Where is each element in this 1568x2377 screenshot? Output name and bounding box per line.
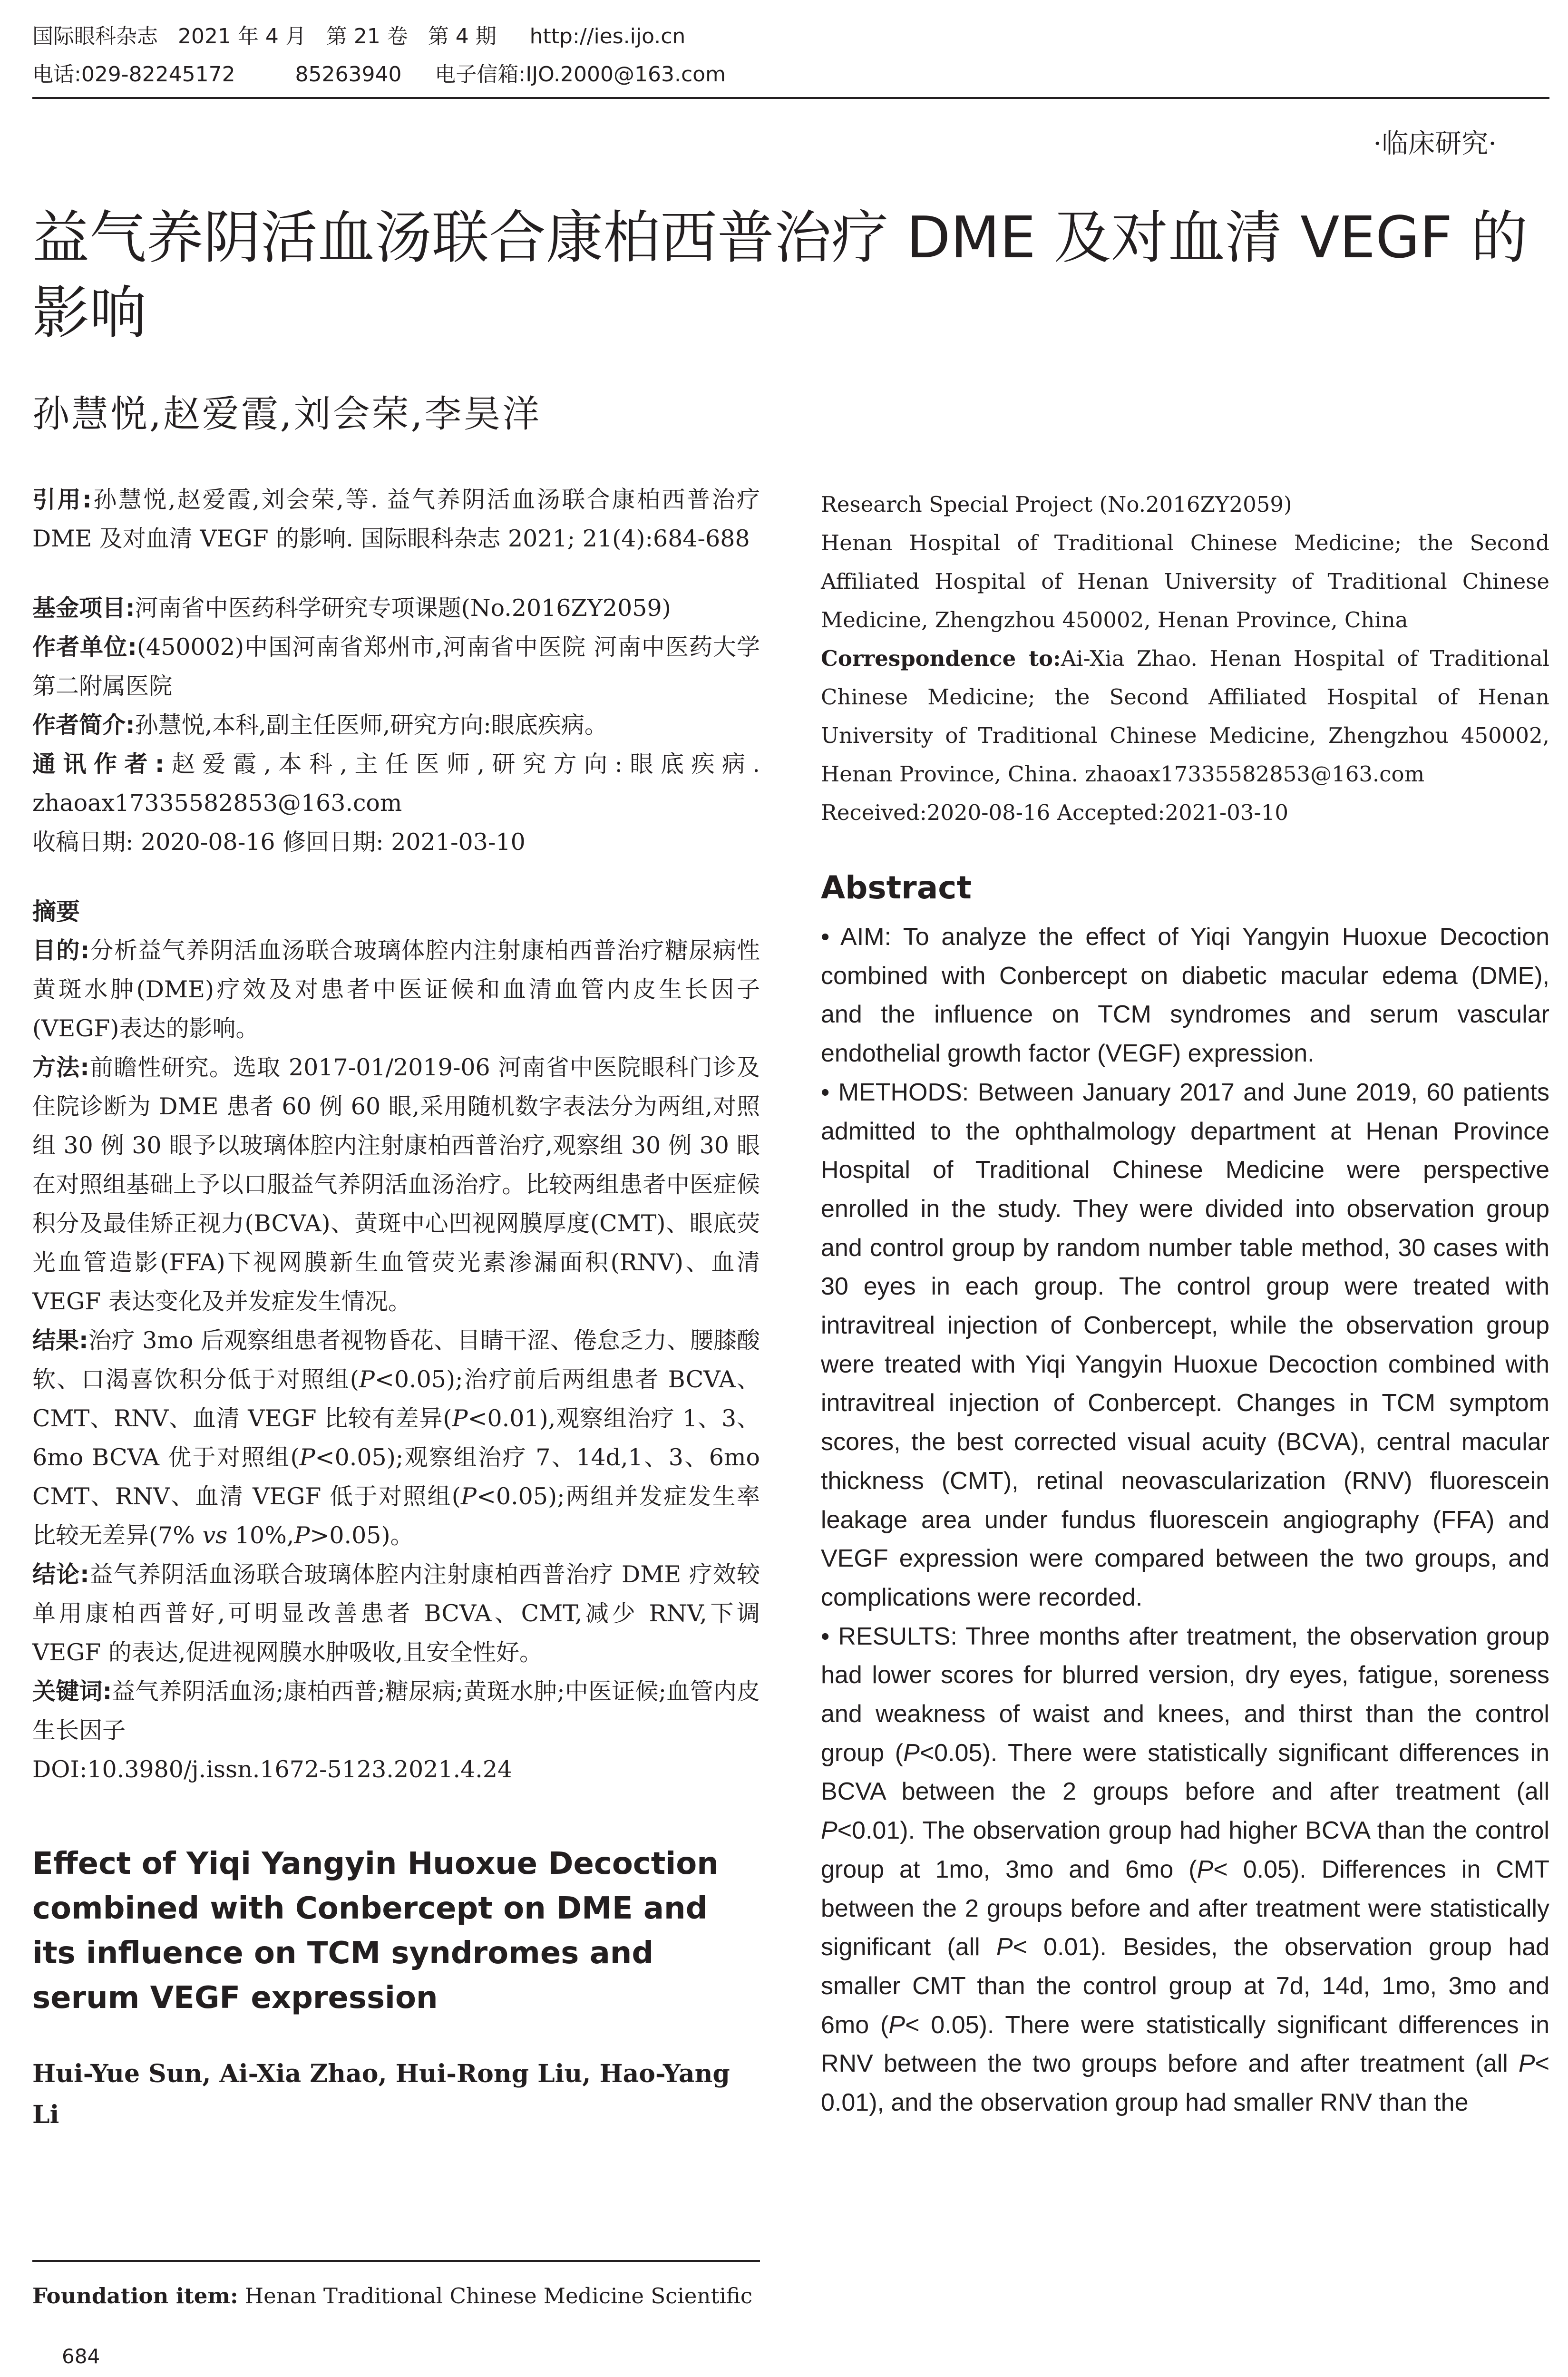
citation-label: 引用: (32, 486, 92, 513)
result-cn-text-7: >0.05)。 (310, 1522, 414, 1549)
abstract-en (821, 918, 1549, 2123)
fund-label: 基金项目: (32, 594, 135, 622)
journal-header-line2: 电话:029-82245172 85263940 电子信箱:IJO.2000@163.com (32, 62, 726, 87)
p-symbol: P (996, 1933, 1013, 1961)
aim-cn (32, 931, 760, 1048)
left-column (32, 480, 760, 2135)
method-cn-text: 前瞻性研究。选取 2017-01/2019-06 河南省中医院眼科门诊及住院诊断为 DME 患者 60 例 60 眼,采用随机数字表法分为两组,对照组 30 例 30 眼予以玻璃体腔内注射康柏西普治疗,观察组 30 例 30 眼在对照组基础上予以口服益气养阴活血汤治疗。比较两组患者中医症候积分及最佳矫正视力(BCVA)、黄斑中心凹视网膜厚度(CMT)、眼底荧光血管造影(FFA)下视网膜新生血管荧光素渗漏面积(RNV)、血清 VEGF 表达变化及并发症发生情况。 (32, 1054, 760, 1315)
result-cn-text-1: 治疗 3mo 后观察组患者视物昏花、目睛干涩、倦怠乏力、腰膝酸软、口渴喜饮积分低于对照组( (32, 1327, 760, 1393)
result-cn-text-4: <0.05);观察组治疗 7、14d,1、3、6mo CMT、RNV、血清 VEGF 低于对照组( (32, 1444, 760, 1510)
results-en-text-7: < 0.01), and the observation group had smaller RNV than the (821, 2050, 1549, 2117)
corr-label: 通讯作者: (32, 750, 165, 778)
citation (32, 480, 760, 558)
methods-en-label: • METHODS: (821, 1078, 969, 1106)
foundation-text: Henan Traditional Chinese Medicine Scientific (244, 2283, 753, 2309)
results-en-text-1: Three months after treatment, the observation group had lower scores for blurred version, dry eyes, fatigue, soreness and weakness of waist and knees, and thirst than the control group ( (821, 1622, 1549, 1767)
aim-cn-label: 目的: (32, 937, 90, 964)
received-dates: Received:2020-08-16 Accepted:2021-03-10 (821, 800, 1288, 825)
vs-symbol: vs (202, 1522, 228, 1549)
kw-label: 关键词: (32, 1678, 112, 1705)
results-en-text-3: <0.01). The observation group had higher BCVA than the control group at 1mo, 3mo and 6mo ( (821, 1817, 1549, 1883)
authors-cn: 孙慧悦,赵爱霞,刘会荣,李昊洋 (32, 393, 542, 436)
dates-info: 收稿日期: 2020-08-16 修回日期: 2021-03-10 (32, 828, 526, 856)
correspondence-text: Ai-Xia Zhao. Henan Hospital of Traditional Chinese Medicine; the Second Affiliated Hospital of Henan University of Traditional Chinese Medicine, Zhengzhou 450002, Henan Province, China. zhaoax17335582853@163.com (821, 646, 1549, 787)
aim-en (821, 918, 1549, 1073)
fund-text: 河南省中医药科学研究专项课题(No.2016ZY2059) (135, 594, 671, 622)
doi: DOI:10.3980/j.issn.1672-5123.2021.4.24 (32, 1756, 513, 1783)
p-symbol: P (294, 1522, 310, 1549)
result-cn-text-2: <0.05);治疗前后两组患者 BCVA、CMT、RNV、血清 VEGF 比较有差异( (32, 1366, 760, 1432)
p-symbol: P (888, 2011, 906, 2039)
keywords-cn (32, 1672, 760, 1750)
correspondence-en (821, 639, 1549, 793)
p-symbol: P (359, 1366, 375, 1393)
results-en-text-2: <0.05). There were statistically significant differences in BCVA between the 2 groups before and after treatment (all (821, 1739, 1549, 1806)
result-cn (32, 1321, 760, 1555)
p-symbol: P (903, 1739, 920, 1767)
aim-en-text: To analyze the effect of Yiqi Yangyin Huoxue Decoction combined with Conbercept on diabetic macular edema (DME), and the influence on TCM syndromes and serum vascular endothelial growth factor (VEGF) expression. (821, 923, 1549, 1068)
results-en-text-4: < 0.05). Differences in CMT between the 2 groups before and after treatment were statistically significant (all (821, 1855, 1549, 1961)
correspondence-label: Correspondence to: (821, 646, 1061, 671)
abstract-cn-head: 摘要 (32, 898, 80, 925)
header-rule (32, 97, 1549, 99)
result-cn-text-6: 10%, (227, 1522, 294, 1549)
conclusion-cn (32, 1555, 760, 1672)
article-title: 益气养阴活血汤联合康柏西普治疗 DME 及对血清 VEGF 的影响 (32, 205, 1528, 346)
english-authors: Hui-Yue Sun, Ai-Xia Zhao, Hui-Rong Liu, Hao-Yang Li (32, 2059, 730, 2129)
bio-text: 孙慧悦,本科,副主任医师,研究方向:眼底疾病。 (135, 711, 608, 739)
bio-label: 作者简介: (32, 711, 135, 739)
p-symbol: P (1518, 2050, 1535, 2078)
unit-info (32, 628, 760, 706)
methods-en (821, 1073, 1549, 1617)
p-symbol: P (452, 1405, 468, 1432)
bio-info (32, 706, 760, 745)
citation-text: 孙慧悦,赵爱霞,刘会荣,等. 益气养阴活血汤联合康柏西普治疗 DME 及对血清 VEGF 的影响. 国际眼科杂志 2021; 21(4):684-688 (32, 486, 760, 552)
unit-label: 作者单位: (32, 633, 137, 661)
results-en-text-6: < 0.05). There were statistically significant differences in RNV between the two groups before and after treatment (all (821, 2011, 1550, 2078)
page-number: 684 (62, 2345, 100, 2368)
p-symbol: P (1197, 1855, 1214, 1883)
result-cn-text-5: <0.05);两组并发症发生率比较无差异(7% (32, 1483, 760, 1549)
method-cn-label: 方法: (32, 1054, 89, 1081)
results-en-text-5: < 0.01). Besides, the observation group had smaller CMT than the control group at 7d, 14d, 1mo, 3mo and 6mo ( (821, 1933, 1549, 2039)
right-column-info (821, 485, 1549, 832)
aim-en-label: • AIM: (821, 923, 891, 951)
result-cn-label: 结果: (32, 1327, 88, 1354)
p-symbol: P (299, 1444, 315, 1471)
aim-cn-text: 分析益气养阴活血汤联合玻璃体腔内注射康柏西普治疗糖尿病性黄斑水肿(DME)疗效及对患者中医证候和血清血管内皮生长因子(VEGF)表达的影响。 (32, 937, 760, 1042)
abstract-title: Abstract (821, 869, 972, 906)
concl-cn-text: 益气养阴活血汤联合玻璃体腔内注射康柏西普治疗 DME 疗效较单用康柏西普好,可明显改善患者 BCVA、CMT,减少 RNV,下调 VEGF 的表达,促进视网膜水肿吸收,且安全性好。 (32, 1561, 760, 1666)
foundation-cont: Research Special Project (No.2016ZY2059) (821, 492, 1292, 517)
method-cn (32, 1048, 760, 1321)
journal-header-line1: 国际眼科杂志 2021 年 4 月 第 21 卷 第 4 期 http://ies.ijo.cn (32, 24, 686, 49)
kw-text: 益气养阴活血汤;康柏西普;糖尿病;黄斑水肿;中医证候;血管内皮生长因子 (32, 1678, 760, 1744)
affiliation-en: Henan Hospital of Traditional Chinese Medicine; the Second Affiliated Hospital of Henan University of Traditional Chinese Medicine, Zhengzhou 450002, Henan Province, China (821, 530, 1549, 633)
foundation-label: Foundation item: (32, 2283, 238, 2309)
result-cn-text-3: <0.01),观察组治疗 1、3、6mo BCVA 优于对照组( (32, 1405, 760, 1471)
p-symbol: P (460, 1483, 477, 1510)
unit-text: (450002)中国河南省郑州市,河南省中医院 河南中医药大学第二附属医院 (32, 633, 760, 700)
methods-en-text: Between January 2017 and June 2019, 60 patients admitted to the ophthalmology department at Henan Province Hospital of Traditional Chinese Medicine were perspective enrolled in the study. They were divided into observation group and control group by random number table method, 30 cases with 30 eyes in each group. The control group were treated with intravitreal injection of Conbercept, while the observation group were treated with Yiqi Yangyin Huoxue Decoction combined with intravitreal injection of Conbercept. Changes in TCM symptom scores, the best corrected visual acuity (BCVA), central macular thickness (CMT), retinal neovascularization (RNV) fluorescein leakage area under fundus fluorescein angiography (FFA) and VEGF expression were compared between the two groups, and complications were recorded. (821, 1078, 1550, 1611)
p-symbol: P (821, 1817, 838, 1845)
left-column-rule (32, 2260, 760, 2262)
results-en (821, 1617, 1549, 2123)
results-en-label: • RESULTS: (821, 1622, 957, 1650)
corr-text: 赵爱霞,本科,主任医师,研究方向:眼底疾病. zhaoax17335582853@163.com (32, 750, 760, 817)
corr-info (32, 745, 760, 823)
foundation-item (32, 2278, 760, 2314)
section-tag: ·临床研究· (1373, 128, 1497, 159)
concl-cn-label: 结论: (32, 1561, 89, 1588)
english-title: Effect of Yiqi Yangyin Huoxue Decoction combined with Conbercept on DME and its influence on TCM syndromes and serum VEGF expression (32, 1846, 719, 2016)
fund-info (32, 589, 760, 628)
